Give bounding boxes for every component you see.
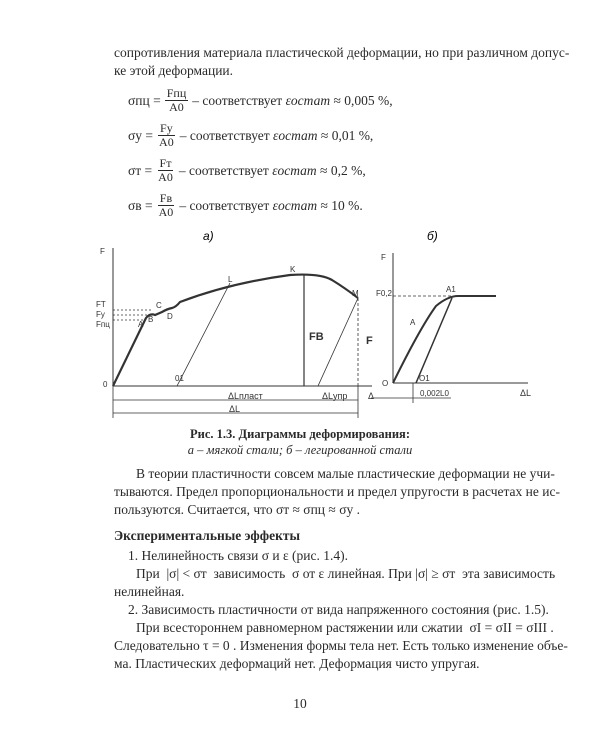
label-B: B: [148, 315, 154, 324]
section-line-5: [136, 619, 554, 637]
formula-fraction: [157, 122, 176, 149]
page-number: 10: [293, 696, 307, 711]
label-dim-total: ΔL: [229, 404, 241, 414]
para1-formula: σт ≈ σпц ≈ σу .: [275, 502, 360, 517]
formula-text: – соответствует: [179, 127, 270, 143]
label-dim-upr: ΔLупр: [322, 391, 348, 401]
label-L: L: [228, 275, 233, 284]
formula-lhs: σу =: [128, 127, 154, 143]
curve-b: [393, 296, 496, 383]
label-dL-b: ΔL: [520, 388, 532, 398]
para1-line-1: В теории пластичности совсем малые пластические деформации не учи-: [136, 466, 555, 481]
fraction-denominator: A0: [169, 100, 184, 114]
label-FT: FT: [96, 300, 106, 309]
label-dim-plast: ΔLпласт: [228, 391, 263, 401]
unload-line-M: [318, 298, 358, 386]
section-item-2: 2. Зависимость пластичности от вида напряженного состояния (рис. 1.5).: [128, 602, 549, 617]
inequality-1: |σ| < σт: [166, 566, 207, 581]
formula-eps: εостат: [272, 162, 317, 178]
label-A-b: A: [410, 318, 416, 327]
formula-eps: εостат: [272, 197, 318, 213]
intro-line-1: сопротивления материала пластической деформации, но при различном допус-: [114, 45, 570, 60]
label-K: K: [290, 265, 296, 274]
formula-t: [128, 157, 366, 184]
formula-u: [128, 122, 373, 149]
para1-line-3: [114, 501, 360, 519]
fraction-denominator: A0: [158, 170, 173, 184]
deformation-figure: [0, 228, 600, 438]
text-seg: При всестороннем равномерном растяжении или сжатии: [136, 620, 463, 635]
formula-eps: εостат: [273, 127, 318, 143]
label-Fpc: Fпц: [96, 320, 110, 329]
text-seg: При: [136, 566, 160, 581]
label-A1: A1: [446, 285, 456, 294]
equality: σI = σII = σIII .: [469, 620, 554, 635]
fraction-numerator: Fу: [160, 121, 173, 135]
section-item-1: 1. Нелинейность связи σ и ε (рис. 1.4).: [128, 548, 348, 563]
formula-pc: [128, 87, 393, 114]
formula-fraction: [156, 157, 175, 184]
unload-line-L: [177, 283, 230, 386]
label-F-a: F: [100, 247, 105, 256]
label-dim-002: 0,002L0: [420, 389, 449, 398]
section-line-2: [136, 565, 555, 583]
label-FB: FВ: [309, 331, 324, 343]
formula-text: – соответствует: [179, 197, 270, 213]
offset-line-b: [416, 298, 452, 383]
fraction-denominator: A0: [158, 205, 174, 219]
inequality-2: |σ| ≥ σт: [415, 566, 456, 581]
formula-lhs: σт =: [128, 162, 153, 178]
label-Fy: Fy: [96, 310, 105, 319]
formula-value: ≈ 10 %.: [320, 197, 363, 213]
fraction-numerator: Fт: [159, 156, 172, 170]
text-seg: эта зависимость: [462, 566, 556, 581]
text-seg: σ от ε линейная. При: [292, 566, 412, 581]
para1-line-3-text: пользуются. Считается, что: [114, 502, 273, 517]
label-O-a: 0: [103, 380, 108, 389]
formula-value: ≈ 0,005 %,: [333, 92, 393, 108]
formula-text: – соответствует: [192, 92, 283, 108]
fraction-numerator: Fпц: [166, 86, 187, 100]
formula-value: ≈ 0,2 %,: [320, 162, 366, 178]
label-F-side: F: [366, 335, 373, 347]
section-line-6: Следовательно τ = 0 . Изменения формы тела нет. Есть только изменение объе-: [114, 638, 568, 653]
section-line-7: ма. Пластических деформаций нет. Деформация чисто упругая.: [114, 656, 480, 671]
panel-b-label: б): [427, 229, 438, 243]
fraction-numerator: Fв: [159, 191, 173, 205]
label-dim-delta: Δ: [368, 391, 375, 401]
formula-fraction: [157, 192, 176, 219]
section-heading: Экспериментальные эффекты: [114, 528, 301, 543]
formula-eps: εостат: [285, 92, 331, 108]
label-O-b: O: [382, 379, 389, 388]
label-C: C: [156, 301, 162, 310]
label-M: M: [352, 289, 359, 298]
label-O1-b: O1: [419, 374, 430, 383]
panel-a-label: а): [203, 229, 214, 243]
label-F-b: F: [381, 253, 386, 262]
text-seg: зависимость: [213, 566, 286, 581]
section-line-3: нелинейная.: [114, 584, 185, 599]
formula-v: [128, 192, 363, 219]
label-O1-a: 01: [175, 374, 184, 383]
figure-caption-sub: а – мягкой стали; б – легированной стали: [187, 443, 413, 457]
formula-lhs: σв =: [128, 197, 153, 213]
intro-line-2: ке этой деформации.: [114, 63, 234, 78]
formula-value: ≈ 0,01 %,: [320, 127, 374, 143]
formula-fraction: [165, 87, 189, 114]
label-A-a: A: [138, 320, 144, 329]
para1-line-2: тываются. Предел пропорциональности и предел упругости в расчетах не ис-: [114, 484, 560, 499]
formula-text: – соответствует: [178, 162, 269, 178]
label-F02: F0,2: [376, 289, 393, 298]
figure-caption-title: Рис. 1.3. Диаграммы деформирования:: [190, 427, 410, 441]
label-D: D: [167, 312, 173, 321]
fraction-denominator: A0: [159, 135, 174, 149]
formula-lhs: σпц =: [128, 92, 161, 108]
